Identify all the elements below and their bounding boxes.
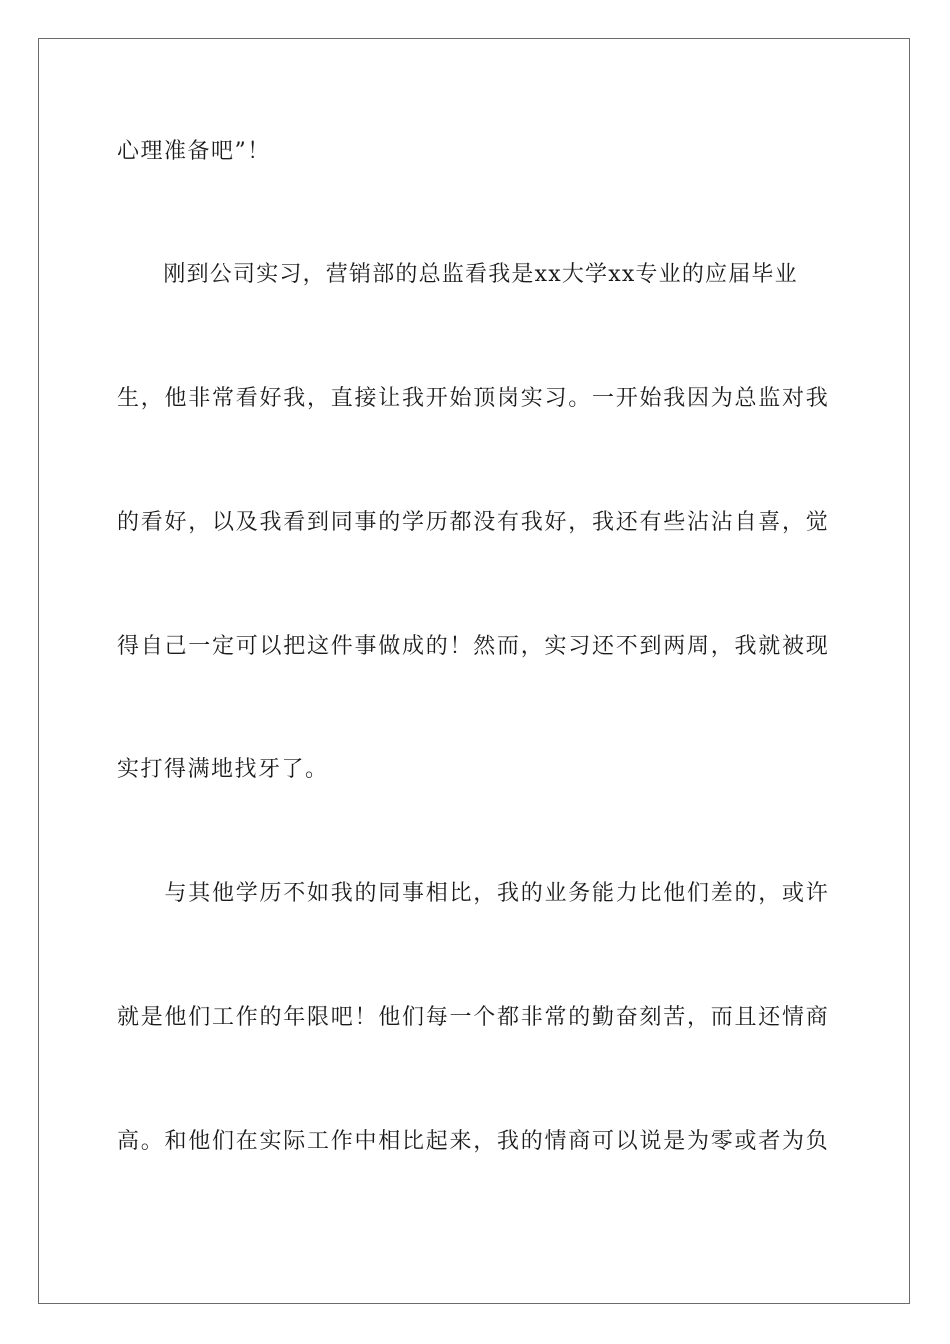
text-line-7: 与其他学历不如我的同事相比，我的业务能力比他们差的，或许 [117,881,830,906]
text-line-4: 的看好，以及我看到同事的学历都没有我好，我还有些沾沾自喜，觉 [117,510,830,535]
text-line-6: 实打得满地找牙了。 [117,757,329,782]
text-line-3: 生，他非常看好我，直接让我开始顶岗实习。一开始我因为总监对我 [117,386,830,411]
text-line-8: 就是他们工作的年限吧！他们每一个都非常的勤奋刻苦，而且还情商 [117,1005,830,1030]
text-line-2: 刚到公司实习，营销部的总监看我是xx大学xx专业的应届毕业 [117,262,798,287]
text-line-5: 得自己一定可以把这件事做成的！然而，实习还不到两周，我就被现 [117,634,830,659]
page-border [38,38,910,1304]
text-line-1: 心理准备吧”！ [117,139,271,164]
text-line-9: 高。和他们在实际工作中相比起来，我的情商可以说是为零或者为负 [117,1129,830,1154]
